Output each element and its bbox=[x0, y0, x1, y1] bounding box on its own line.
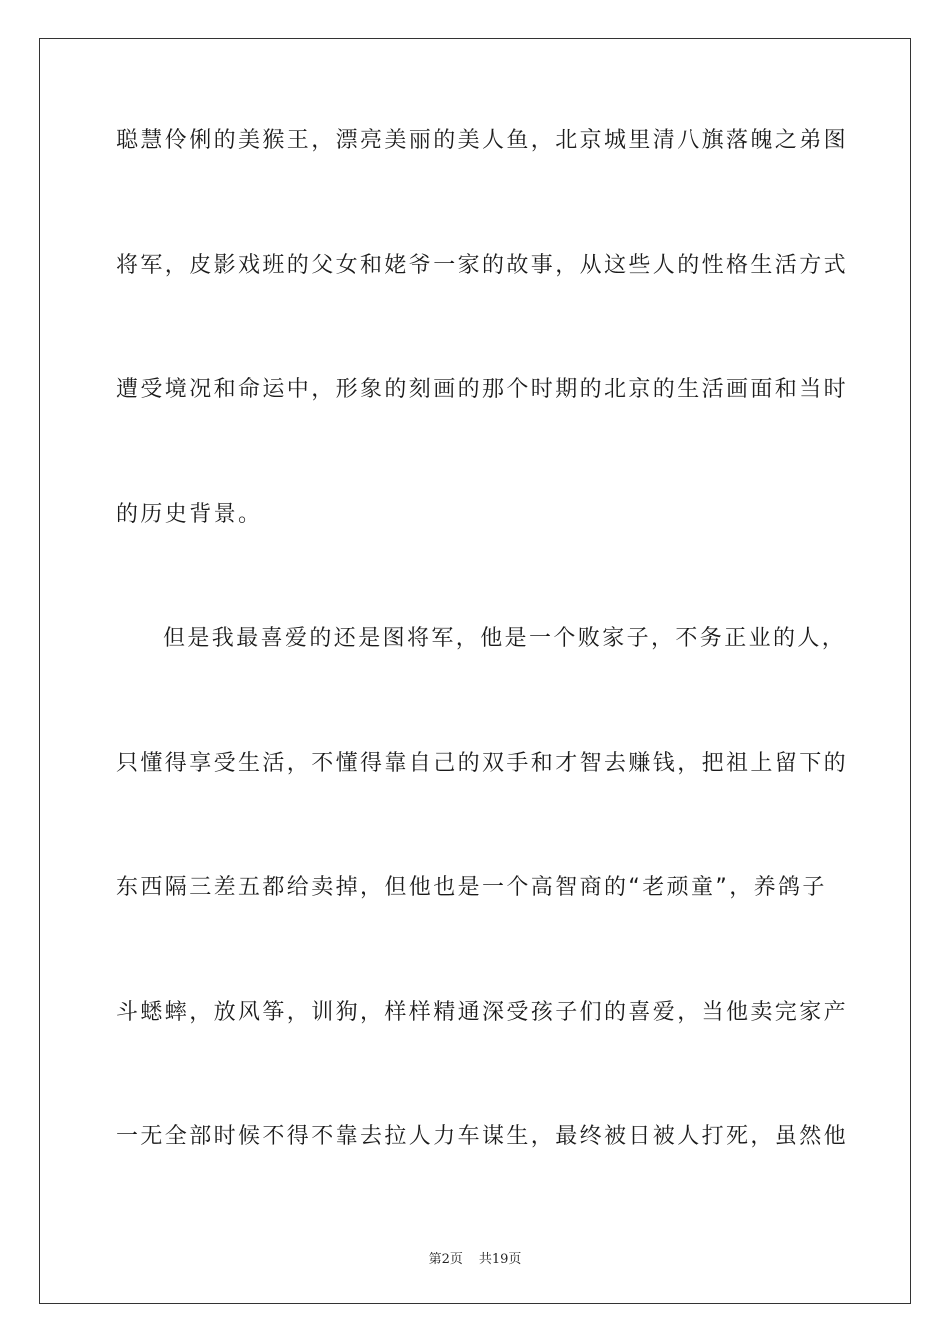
text-line: 遭受境况和命运中，形象的刻画的那个时期的北京的生活画面和当时 bbox=[116, 377, 849, 402]
text-line-indented: 但是我最喜爱的还是图将军，他是一个败家子，不务正业的人， bbox=[163, 626, 847, 651]
text-line: 聪慧伶俐的美猴王，漂亮美丽的美人鱼，北京城里清八旗落魄之弟图 bbox=[116, 128, 849, 153]
text-line: 将军，皮影戏班的父女和姥爷一家的故事，从这些人的性格生活方式 bbox=[116, 252, 849, 278]
text-line: 只懂得享受生活，不懂得靠自己的双手和才智去赚钱，把祖上留下的 bbox=[116, 750, 849, 776]
document-body bbox=[116, 128, 849, 1249]
text-line: 一无全部时候不得不靠去拉人力车谋生，最终被日被人打死，虽然他 bbox=[116, 1124, 849, 1149]
page-number: 第2页 bbox=[428, 1252, 463, 1267]
text-line: 的历史背景。 bbox=[116, 501, 263, 527]
page-footer bbox=[0, 1248, 950, 1267]
text-line: 斗蟋蟀，放风筝，训狗，样样精通深受孩子们的喜爱，当他卖完家产 bbox=[116, 999, 849, 1025]
total-pages: 共19页 bbox=[478, 1252, 522, 1267]
text-line: 东西隔三差五都给卖掉，但他也是一个高智商的“老顽童”，养鸽子 bbox=[116, 875, 827, 900]
